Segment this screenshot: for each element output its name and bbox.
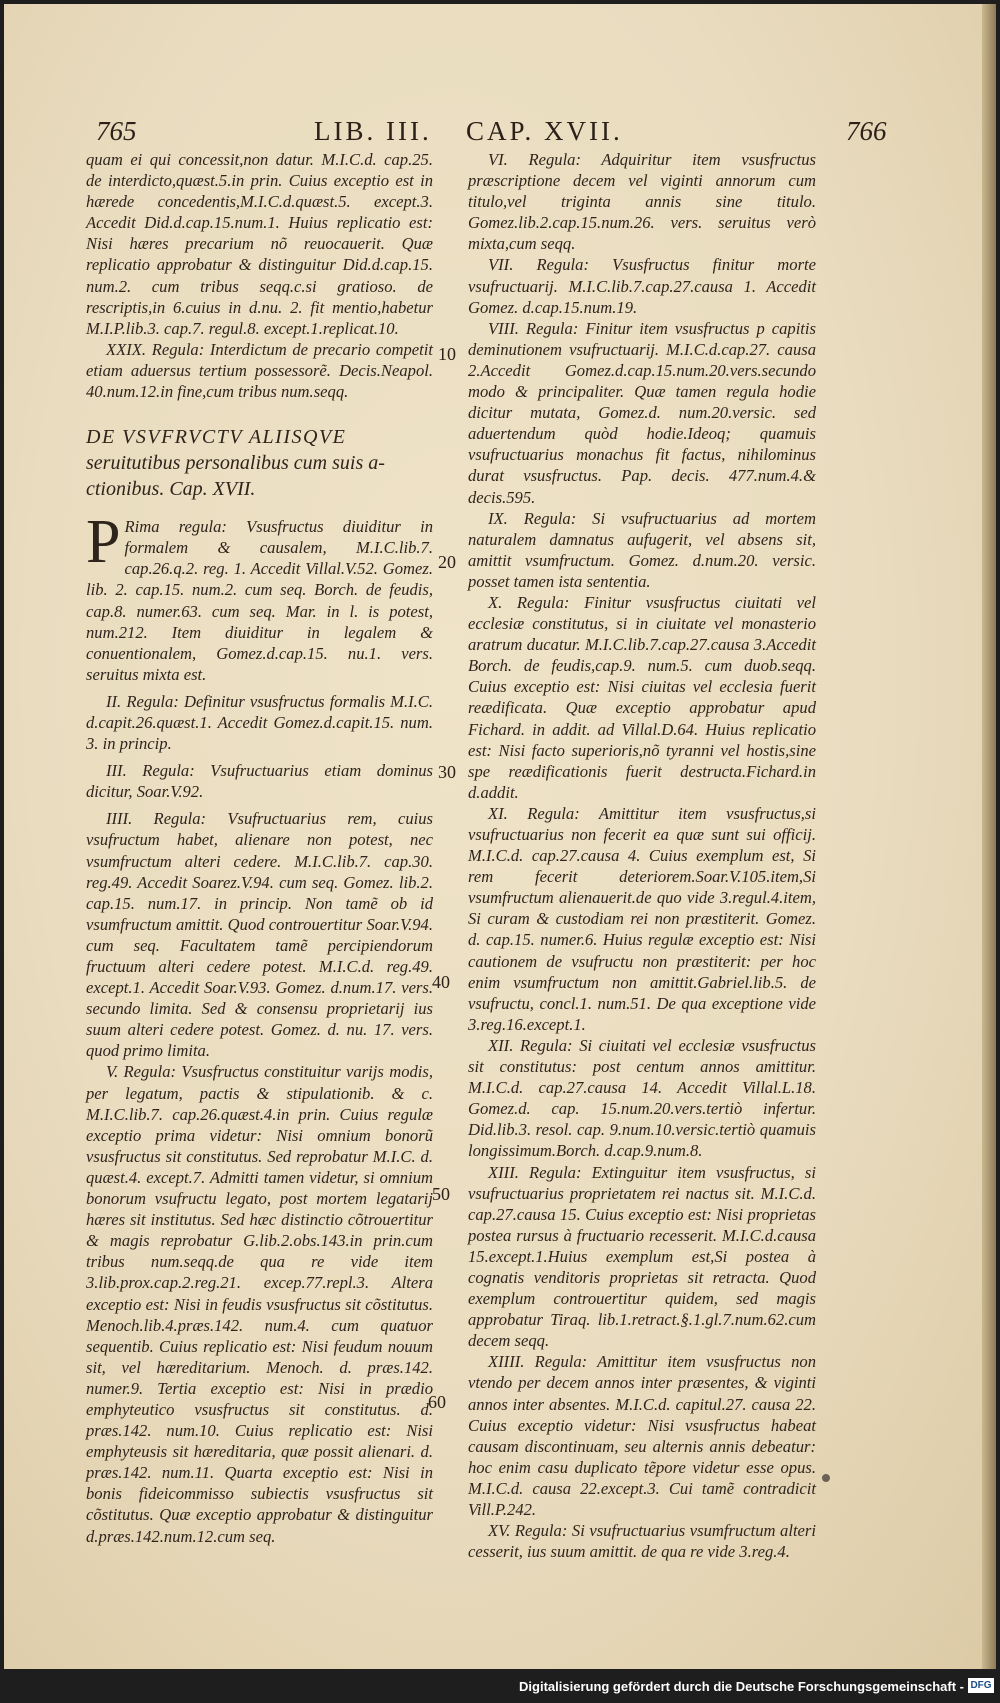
paragraph: quam ei qui concessit,non datur. M.I.C.d. cap.25. de interdicto,quæst.5.in prin. Cuius exceptio est in hærede concedentis,M.I.C.d.quæst.5. except.3. Accedit Did.d.cap.15.num.1. Huius replicatio est: Nisi hæres precarium nõ reuocauerit. Quæ replicatio approbatur & distinguitur Did.d.cap.15. num.2. cum tribus seqq.c.si gratioso. de rescriptis,in 6.cuius in d.nu. 2. fit mentio,habetur M.I.P.lib.3. cap.7. regul.8. except.1.replicat.10. [86, 150, 433, 338]
paragraph-first-rule [86, 508, 433, 685]
paragraph-rule-xxix: XXIX. Regula: Interdictum de precario competit etiam aduersus tertium possessorẽ. Decis.Neapol. 40.num.12.in fine,cum tribus num.seqq. [86, 339, 433, 402]
chapter-number: CAP. XVII. [466, 116, 623, 146]
page-number-right: 766 [846, 116, 887, 146]
paragraph-rule-ii: II. Regula: Definitur vsusfructus formalis M.I.C. d.capit.26.quæst.1. Accedit Gomez.d.capit.15. num. 3. in princip. [86, 691, 433, 754]
paragraph-rule-vi: VI. Regula: Adquiritur item vsusfructus præscriptione decem vel viginti annorum cum titulo,vel triginta annis sine titulo. Gomez.lib.2.cap.15.num.26. vers. seruitus verò mixta,cum seqq. [468, 150, 816, 254]
margin-line-number: 10 [438, 344, 456, 364]
chapter-heading [86, 424, 433, 502]
paragraph-rule-viii: VIII. Regula: Finitur item vsusfructus p capitis deminutionem vsufructuarij. M.I.C.d.cap.27. causa 2.Accedit Gomez.d.cap.15.num.20.vers.secundo modo & principaliter. Quæ tamen regula hodie dicitur mutata, Gomez.d. num.20.versic. sed aduertendum quòd hodie.Ideoq; quamuis vsufructuarius monachus fit factus, nihilominus durat vsusfructus. Pap. decis. 477.num.4.& decis.595. [468, 318, 816, 507]
paragraph-rule-iii: III. Regula: Vsufructuarius etiam dominus dicitur, Soar.V.92. [86, 761, 433, 802]
margin-line-number: 20 [438, 552, 456, 572]
chapter-heading-line-1: DE VSVFRVCTV ALIISQVE [86, 426, 347, 449]
funding-notice: Digitalisierung gefördert durch die Deutsche Forschungsgemeinschaft - [519, 1679, 964, 1694]
book-page [4, 4, 996, 1669]
paragraph-rule-xi: XI. Regula: Amittitur item vsusfructus,si vsufructuarius non fecerit ea quæ sunt sui officij. M.I.C.d. cap.27.causa 4. Cuius exemplum est, Si rem fecerit deteriorem.Soar.V.105.item,Si vsumfructum alienauerit.de quo vide 3.regul.4.item, Si curam & custodiam rei non præstiterit. Gomez. d. cap.15. numer.6. Huius regulæ exceptio est: Nisi cautionem de vsufructu non præstiterit: per hoc enim vsumfructum non amittit.Gabriel.lib.5. de vsufructu, concl.1. num.51. De qua exceptione vide 3.reg.16.except.1. [468, 803, 816, 1034]
paragraph-rule-xv: XV. Regula: Si vsufructuarius vsumfructum alteri cesserit, ius suum amittit. de qua re vide 3.reg.4. [468, 1521, 816, 1562]
paragraph-rule-x: X. Regula: Finitur vsusfructus ciuitati vel ecclesiæ constitutus, si in ciuitate vel monasterio aratrum ducatur. M.I.C.lib.7.cap.27.causa 3.Accedit Borch. de feudis,cap.9. num.5. cum duob.seqq. Cuius exceptio est: Nisi ciuitas vel ecclesia fuerit reædificata. Quæ exceptio approbatur apud Fichard. in addit. ad Villal.D.64. Huius replicatio est: Nisi facto superioris,nõ tyranni vel hostis,sine spe reædificationis fuerit destructa.Fichard.in d.addit. [468, 592, 816, 802]
drop-cap: P [86, 508, 121, 577]
book-number: LIB. III. [314, 116, 432, 146]
first-rule-text: Rima regula: Vsusfructus diuiditur in formalem & causalem, M.I.C.lib.7. cap.26.q.2. reg. 1. Accedit Villal.V.52. Gomez. lib. 2. cap.15. num.2. cum seq. Borch. de feudis, cap.8. numer.63. cum seq. Mar. in l. is potest, num.212. Item diuiditur in legalem & conuentionalem, Gomez.d.cap.15. nu.1. vers. seruitus mixta est. [86, 517, 433, 684]
margin-line-number: 60 [428, 1392, 446, 1412]
paragraph-rule-xii: XII. Regula: Si ciuitati vel ecclesiæ vsusfructus sit constitutus: post centum annos amittitur. M.I.C.d. cap.27.causa 14. Accedit Villal.L.18. Gomez.d. cap. 15.num.20.vers.tertiò infertur. Did.lib.3. resol. cap. 9.num.10.versic.tertiò quamuis longissimum.Borch. d.cap.9.num.8. [468, 1035, 816, 1161]
paragraph-rule-ix: IX. Regula: Si vsufructuarius ad mortem naturalem damnatus aufugerit, vel absens sit, amittit vsumfructum. Gomez. d.num.20. versic. posset tamen ista sententia. [468, 508, 816, 591]
paragraph-rule-iiii: IIII. Regula: Vsufructuarius rem, cuius vsufructum habet, alienare non potest, nec vsumfructum alteri cedere. M.I.C.lib.7. cap.30. reg.49. Accedit Soarez.V.94. cum seq. Gomez. lib.2. cap.15. num.17. in princip. Non tamẽ ob id vsumfructum amittit. Quod controuertitur Soar.V.94. cum seq. Facultatem tamẽ percipiendorum fructuum alteri cedere potest. M.I.C.d. reg.49. except.1. Accedit Soar.V.93. Gomez. d.num.17. vers. secundo limita. Sed & consensu proprietarij ius suum alteri cedere potest. Gomez. d. nu. 17. vers. quod primo limita. [86, 809, 433, 1061]
page-edge [982, 4, 996, 1669]
paragraph-rule-vii: VII. Regula: Vsusfructus finitur morte vsufructuarij. M.I.C.lib.7.cap.27.causa 1. Accedit Gomez. d.cap.15.num.19. [468, 255, 816, 317]
dfg-logo: DFG [968, 1678, 994, 1693]
page-number-left: 765 [96, 116, 137, 146]
margin-line-number: 50 [432, 1184, 450, 1204]
left-column [86, 149, 433, 1547]
margin-line-number: 30 [438, 762, 456, 782]
paragraph-rule-xiii: XIII. Regula: Extinguitur item vsusfructus, si vsufructuarius proprietatem rei nactus sit. M.I.C.d. cap.27.causa 15. Cuius exceptio est: Nisi proprietas postea rursus à fructuario recesserit. M.I.C.d.causa 15.except.1.Huius exemplum est,Si postea à cognatis venditoris proprietas sit retracta. Quod exemplum controuertitur quidem, sed magis approbatur Tiraq. lib.1.retract.§.1.gl.7.num.62.cum decem seqq. [468, 1162, 816, 1351]
paragraph-rule-xiiii: XIIII. Regula: Amittitur item vsusfructus non vtendo per decem annos inter præsentes, & viginti annos inter absentes. M.I.C.d. capitul.27. causa 22. Cuius exceptio videtur: Nisi vsusfructus habeat causam discontinuam, seu alternis annis debeatur: hoc enim casu duplicato tẽpore videtur esse opus. M.I.C.d. causa 22.except.3. Cui tamẽ contradicit Vill.P.242. [468, 1352, 816, 1519]
right-column [468, 149, 816, 1562]
digitization-footer [0, 1676, 1000, 1698]
margin-line-number: 40 [432, 972, 450, 992]
chapter-heading-line-2: seruitutibus personalibus cum suis a-ctionibus. Cap. XVII. [86, 452, 385, 501]
paragraph-rule-v: V. Regula: Vsusfructus constituitur varijs modis, per legatum, pactis & stipulationib. & c. M.I.C.lib.7. cap.26.quæst.4.in prin. Cuius regulæ exceptio prima videtur: Nisi omnium bonorũ vsusfructus sit constitutus. Sed reprobatur M.I.C. d. quæst.4. except.7. Admitti tamen videtur, si omnium bonorum vsufructu legato, post mortem legatarij hæres sit institutus. Sed hæc distinctio cõtrouertitur & magis reprobatur G.lib.2.obs.143.in prin.cum tribus num.seqq.de qua re vide item 3.lib.prox.cap.2.reg.21. excep.77.repl.3. Altera exceptio est: Nisi in feudis vsusfructus sit cõstitutus. Menoch.lib.4.præs.142. num.4. cum quatuor sequentib. Cuius replicatio est: Nisi feudum nouum sit, vel hæreditarium. Menoch. d. præs.142. numer.9. Tertia exceptio est: Nisi in prædio emphyteutico vsusfructus sit constitutus. d. præs.142. num.10. Cuius replicatio est: Nisi emphyteusis sit hæreditaria, quæ possit alienari. d. præs.142. num.11. Quarta exceptio est: Nisi in bonis fideicommisso subiectis vsusfructus sit cõstitutus. Quæ exceptio approbatur & distinguitur d.præs.142.num.12.cum seq. [86, 1062, 433, 1546]
ink-speck [822, 1474, 830, 1482]
